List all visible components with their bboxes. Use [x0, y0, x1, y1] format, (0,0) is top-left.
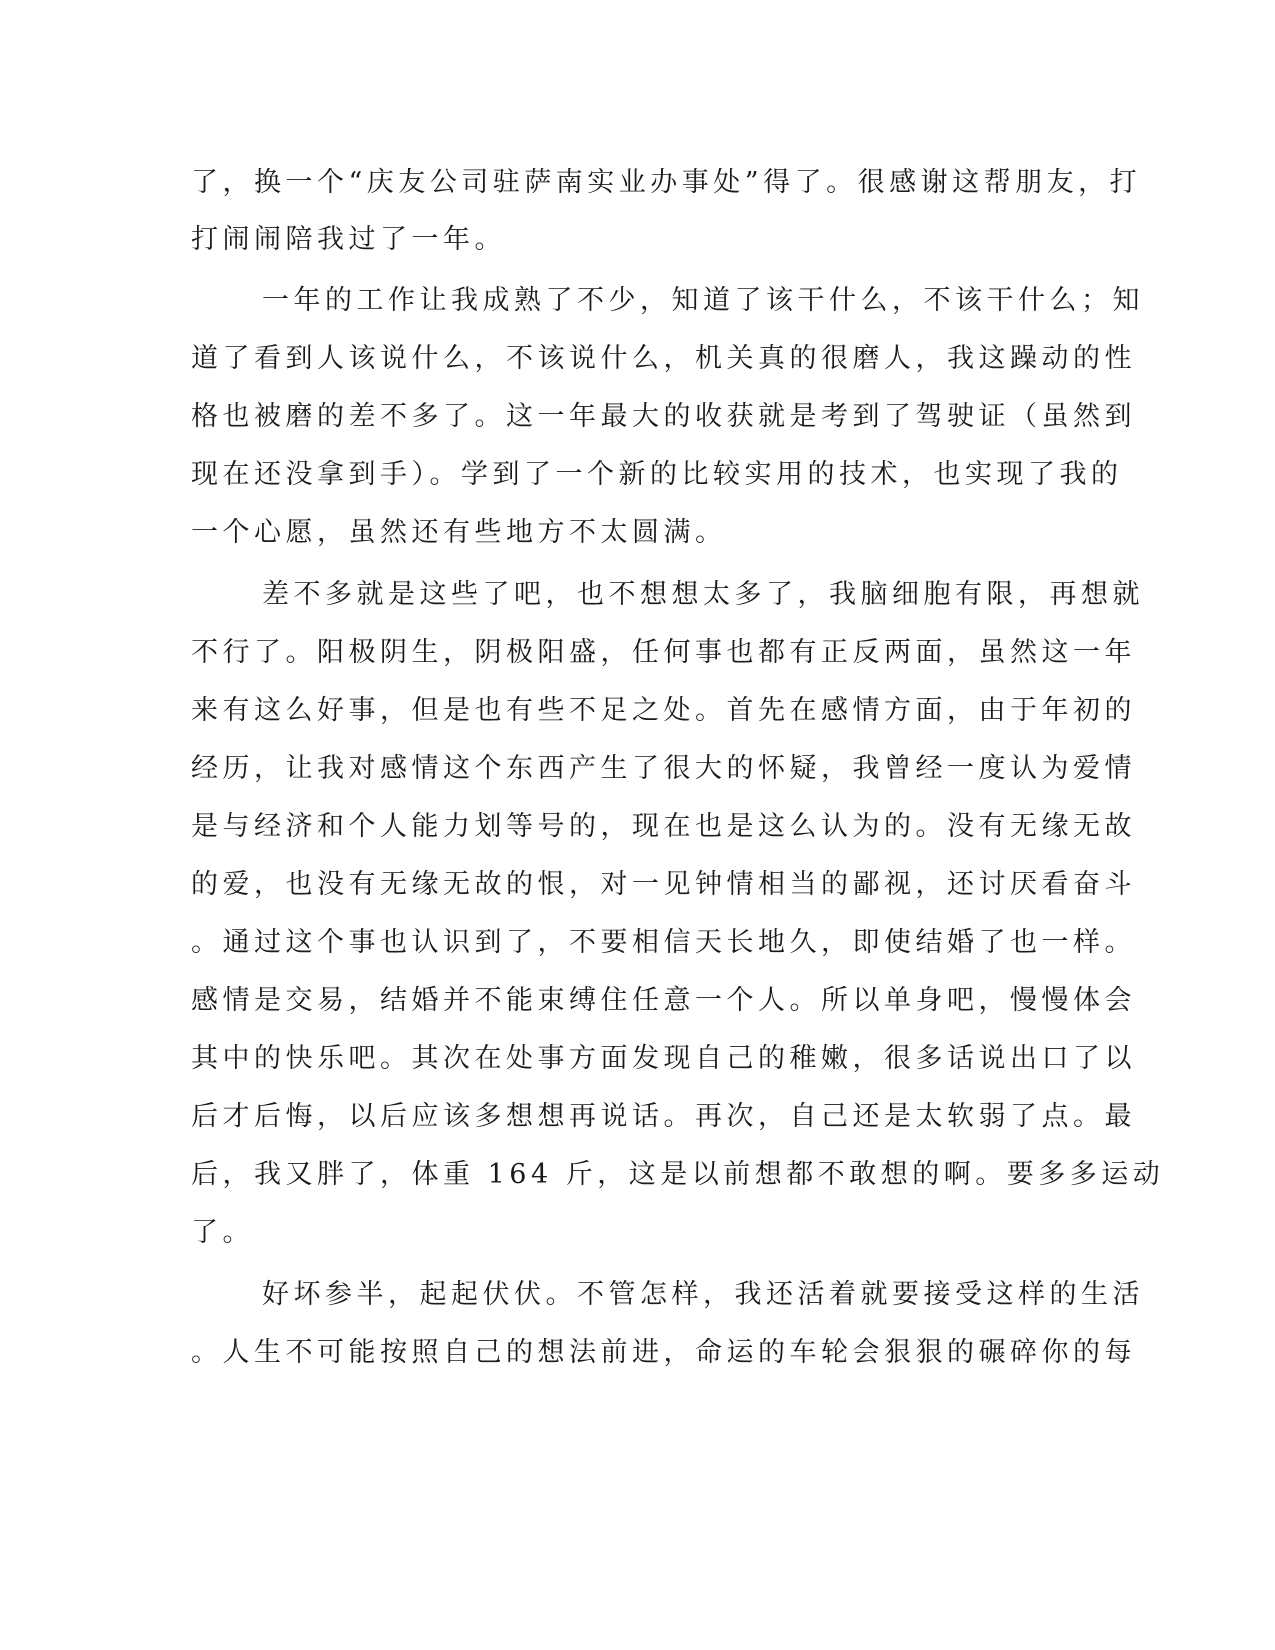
text-line: 道了看到人该说什么，不该说什么，机关真的很磨人，我这躁动的性	[191, 343, 1136, 374]
paragraph-start-line: 一年的工作让我成熟了不少，知道了该干什么，不该干什么；知	[262, 285, 1144, 316]
text-line: 了。	[191, 1217, 254, 1248]
text-line: 。通过这个事也认识到了，不要相信天长地久，即使结婚了也一样。	[191, 927, 1136, 958]
text-line: 其中的快乐吧。其次在处事方面发现自己的稚嫩，很多话说出口了以	[191, 1043, 1136, 1074]
text-line: 现在还没拿到手）。学到了一个新的比较实用的技术，也实现了我的	[191, 459, 1123, 490]
text-line: 后，我又胖了，体重 164 斤，这是以前想都不敢想的啊。要多多运动	[191, 1159, 1165, 1190]
text-line: 不行了。阳极阴生，阴极阳盛，任何事也都有正反两面，虽然这一年	[191, 637, 1136, 668]
text-line: 一个心愿，虽然还有些地方不太圆满。	[191, 517, 727, 548]
text-line: 经历，让我对感情这个东西产生了很大的怀疑，我曾经一度认为爱情	[191, 753, 1136, 784]
text-line: 感情是交易，结婚并不能束缚住任意一个人。所以单身吧，慢慢体会	[191, 985, 1136, 1016]
text-line: 格也被磨的差不多了。这一年最大的收获就是考到了驾驶证（虽然到	[191, 401, 1136, 432]
text-line: 来有这么好事，但是也有些不足之处。首先在感情方面，由于年初的	[191, 695, 1136, 726]
paragraph-start-line: 好坏参半，起起伏伏。不管怎样，我还活着就要接受这样的生活	[262, 1279, 1144, 1310]
text-line: 后才后悔，以后应该多想想再说话。再次，自己还是太软弱了点。最	[191, 1101, 1136, 1132]
paragraph-start-line: 差不多就是这些了吧，也不想想太多了，我脑细胞有限，再想就	[262, 579, 1144, 610]
text-line: 了，换一个“庆友公司驻萨南实业办事处”得了。很感谢这帮朋友，打	[191, 167, 1142, 198]
text-line: 是与经济和个人能力划等号的，现在也是这么认为的。没有无缘无故	[191, 811, 1136, 842]
text-line: 的爱，也没有无缘无故的恨，对一见钟情相当的鄙视，还讨厌看奋斗	[191, 869, 1136, 900]
text-line: 打闹闹陪我过了一年。	[191, 224, 506, 255]
text-line: 。人生不可能按照自己的想法前进，命运的车轮会狠狠的碾碎你的每	[191, 1337, 1136, 1368]
